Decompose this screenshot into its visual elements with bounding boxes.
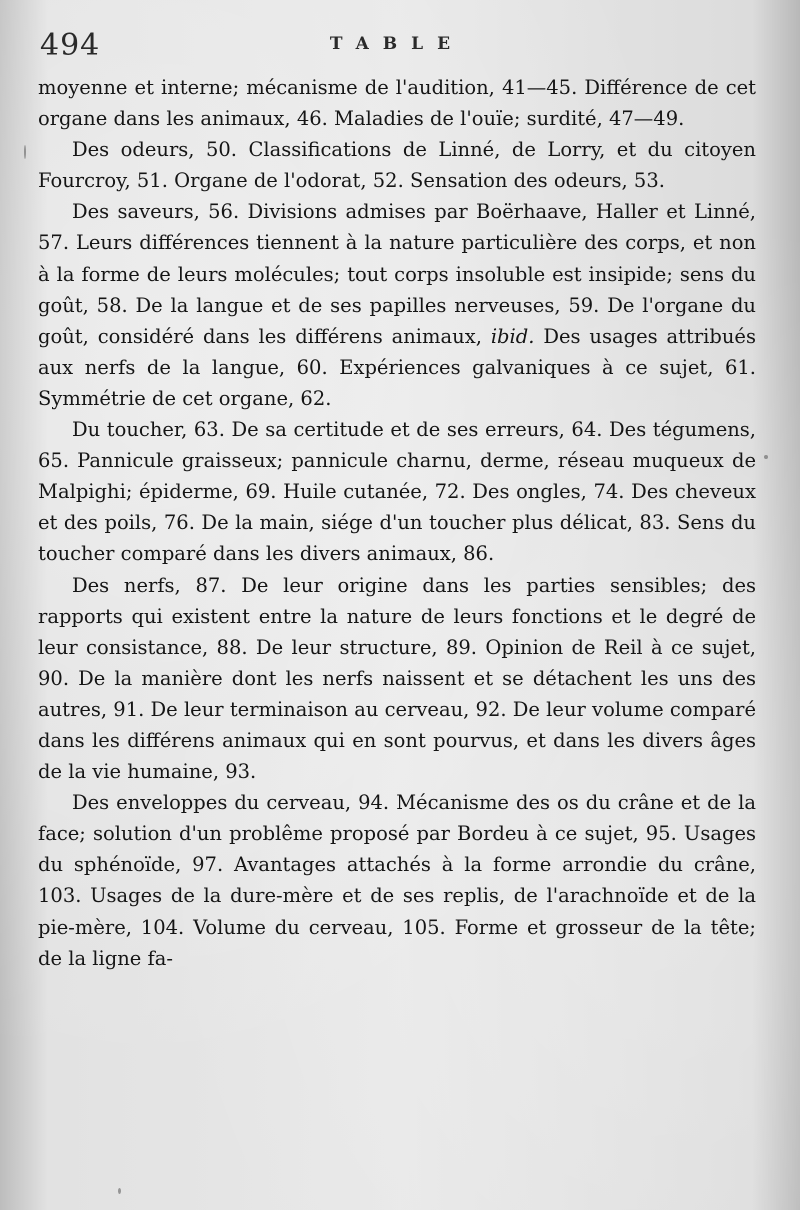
page-number: 494	[40, 28, 101, 63]
paragraph-nerfs: Des nerfs, 87. De leur origine dans les parties sensibles; des rapports qui existent entre la nature de leurs fonctions et le degré de leur consistance, 88. De leur structure, 89. Opinion de Reil à ce sujet, 90. De la manière dont les nerfs naissent et se détachent les uns des autres, 91. De leur terminaison au cerveau, 92. De leur volume comparé dans les différens animaux qui en sont pourvus, et dans les divers âges de la vie humaine, 93.	[38, 573, 756, 784]
paragraph-audition: moyenne et interne; mécanisme de l'audition, 41—45. Différence de cet organe dans les animaux, 46. Maladies de l'ouïe; surdité, 47—49.	[38, 76, 756, 131]
paragraph-saveurs	[38, 196, 756, 414]
paper-speck	[118, 1188, 121, 1194]
table-of-contents-text	[38, 72, 756, 974]
paragraph-saveurs-part-2: Des usages attribués aux nerfs de la langue, 60. Expériences galvaniques à ce sujet, 61. Symmétrie de cet organe, 62.	[38, 324, 756, 410]
ibid-italic: ibid.	[490, 324, 535, 348]
page-header	[38, 28, 756, 72]
paragraph-odeurs: Des odeurs, 50. Classifications de Linné, de Lorry, et du citoyen Fourcroy, 51. Organe de l'odorat, 52. Sensation des odeurs, 53.	[38, 138, 756, 193]
paragraph-cerveau: Des enveloppes du cerveau, 94. Mécanisme des os du crâne et de la face; solution d'un problême proposé par Bordeu à ce sujet, 95. Usages du sphénoïde, 97. Avantages attachés à la forme arrondie du crâne, 103. Usages de la dure-mère et de ses replis, de l'arachnoïde et de la pie-mère, 104. Volume du cerveau, 105. Forme et grosseur de la tête; de la ligne fa-	[38, 791, 756, 970]
paragraph-saveurs-part-1: Des saveurs, 56. Divisions admises par Boërhaave, Haller et Linné, 57. Leurs différences tiennent à la nature particulière des corps, et non à la forme de leurs molécules; tout corps insoluble est insipide; sens du goût, 58. De la langue et de ses papilles nerveuses, 59. De l'organe du goût, considéré dans les différens animaux,	[38, 200, 756, 348]
running-head: TABLE	[329, 34, 465, 54]
paragraph-toucher: Du toucher, 63. De sa certitude et de ses erreurs, 64. Des tégumens, 65. Pannicule graisseux; pannicule charnu, derme, réseau muqueux de Malpighi; épiderme, 69. Huile cutanée, 72. Des ongles, 74. Des cheveux et des poils, 76. De la main, siége d'un toucher plus délicat, 83. Sens du toucher comparé dans les divers animaux, 86.	[38, 418, 756, 566]
paper-speck	[24, 145, 26, 159]
paper-speck	[764, 455, 768, 459]
